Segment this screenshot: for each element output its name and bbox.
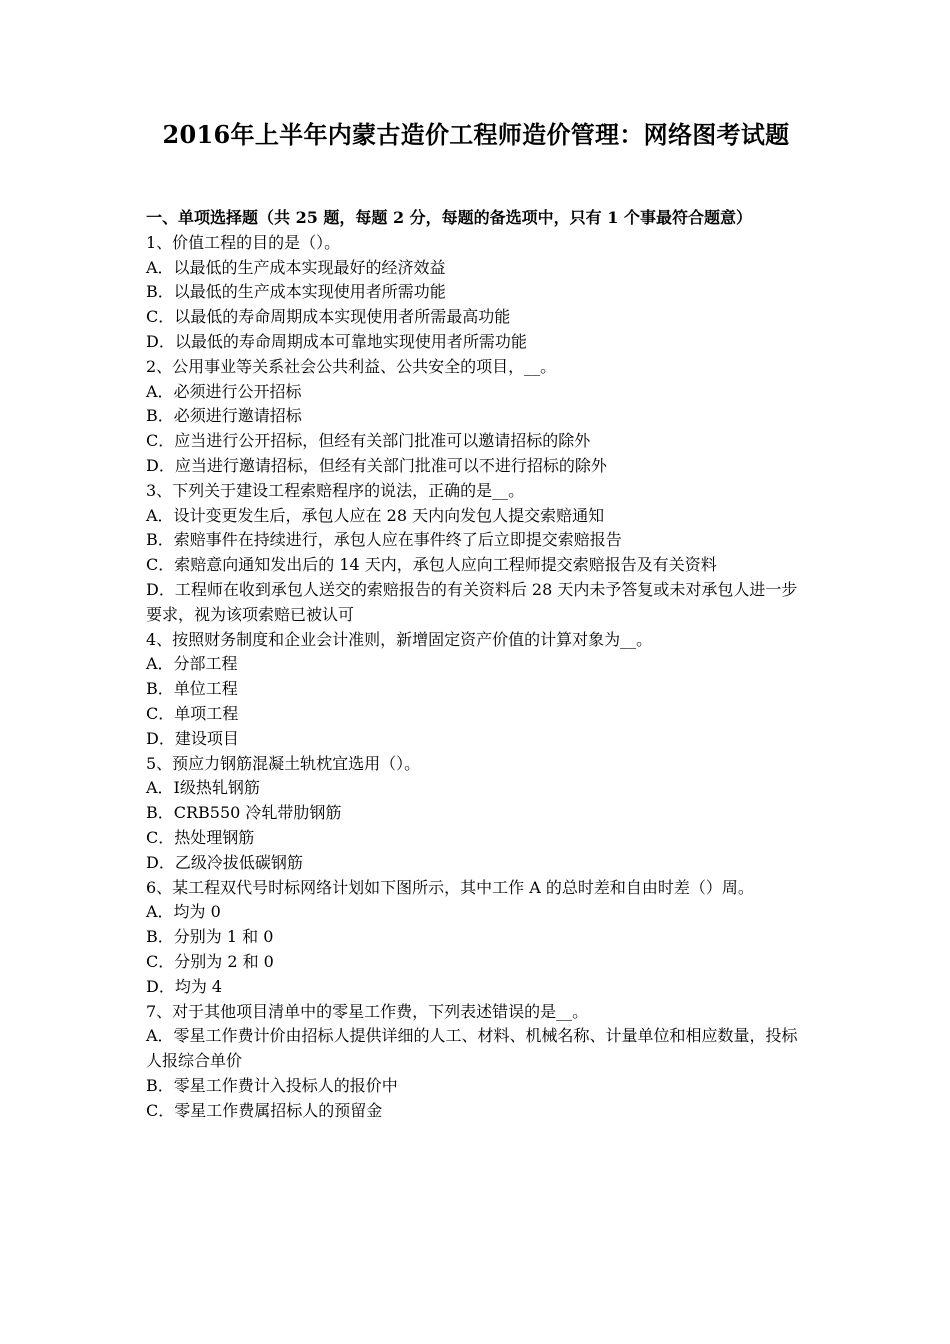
question-1: [146, 231, 810, 355]
question-stem: 3、下列关于建设工程索赔程序的说法，正确的是__。: [146, 480, 525, 500]
option-a: A．分部工程: [146, 654, 238, 674]
option-c: C．索赔意向通知发出后的 14 天内，承包人应向工程师提交索赔报告及有关资料: [146, 555, 717, 575]
question-stem: 1、价值工程的目的是（）。: [146, 232, 341, 252]
option-b: B．CRB550 冷轧带肋钢筋: [146, 803, 342, 823]
question-7: [146, 1000, 810, 1124]
option-c: C．以最低的寿命周期成本实现使用者所需最高功能: [146, 307, 511, 327]
option-b: B．单位工程: [146, 679, 238, 699]
document-page: [146, 118, 810, 1123]
option-a: A．设计变更发生后，承包人应在 28 天内向发包人提交索赔通知: [146, 505, 605, 525]
option-d: D．以最低的寿命周期成本可靠地实现使用者所需功能: [146, 331, 527, 351]
option-a: A．Ⅰ级热轧钢筋: [146, 778, 260, 798]
option-c: C．应当进行公开招标，但经有关部门批准可以邀请招标的除外: [146, 431, 591, 451]
document-title: 2016年上半年内蒙古造价工程师造价管理：网络图考试题: [162, 120, 790, 149]
option-d: D．乙级冷拔低碳钢筋: [146, 852, 303, 872]
option-d: D．应当进行邀请招标，但经有关部门批准可以不进行招标的除外: [146, 455, 607, 475]
question-stem: 7、对于其他项目清单中的零星工作费，下列表述错误的是__。: [146, 1001, 589, 1021]
option-c: C．热处理钢筋: [146, 827, 255, 847]
option-a: A．均为 0: [146, 902, 221, 922]
question-5: [146, 752, 810, 876]
option-a: A．零星工作费计价由招标人提供详细的人工、材料、机械名称、计量单位和相应数量，投标人报综合单价: [146, 1026, 798, 1071]
option-b: B．分别为 1 和 0: [146, 927, 274, 947]
option-d: D．建设项目: [146, 728, 239, 748]
question-list: [146, 231, 810, 1124]
question-stem: 2、公用事业等关系社会公共利益、公共安全的项目，__。: [146, 356, 557, 376]
option-b: B．必须进行邀请招标: [146, 406, 302, 426]
question-stem: 6、某工程双代号时标网络计划如下图所示，其中工作 A 的总时差和自由时差（）周。: [146, 877, 754, 897]
option-d: D．均为 4: [146, 976, 223, 996]
question-3: [146, 479, 810, 628]
option-b: B．零星工作费计入投标人的报价中: [146, 1075, 398, 1095]
question-2: [146, 355, 810, 479]
option-a: A．必须进行公开招标: [146, 381, 302, 401]
option-b: B．索赔事件在持续进行，承包人应在事件终了后立即提交索赔报告: [146, 530, 622, 550]
question-4: [146, 628, 810, 752]
option-a: A．以最低的生产成本实现最好的经济效益: [146, 257, 446, 277]
option-c: C．单项工程: [146, 703, 239, 723]
question-stem: 4、按照财务制度和企业会计准则，新增固定资产价值的计算对象为__。: [146, 629, 653, 649]
option-b: B．以最低的生产成本实现使用者所需功能: [146, 282, 446, 302]
option-d: D．工程师在收到承包人送交的索赔报告的有关资料后 28 天内未予答复或未对承包人进一步要求，视为该项索赔已被认可: [146, 579, 798, 624]
option-c: C．分别为 2 和 0: [146, 951, 274, 971]
option-c: C．零星工作费属招标人的预留金: [146, 1100, 383, 1120]
section-header: 一、单项选择题（共 25 题，每题 2 分，每题的备选项中，只有 1 个事最符合题意）: [146, 208, 752, 227]
question-stem: 5、预应力钢筋混凝土轨枕宜选用（）。: [146, 753, 421, 773]
question-6: [146, 876, 810, 1000]
